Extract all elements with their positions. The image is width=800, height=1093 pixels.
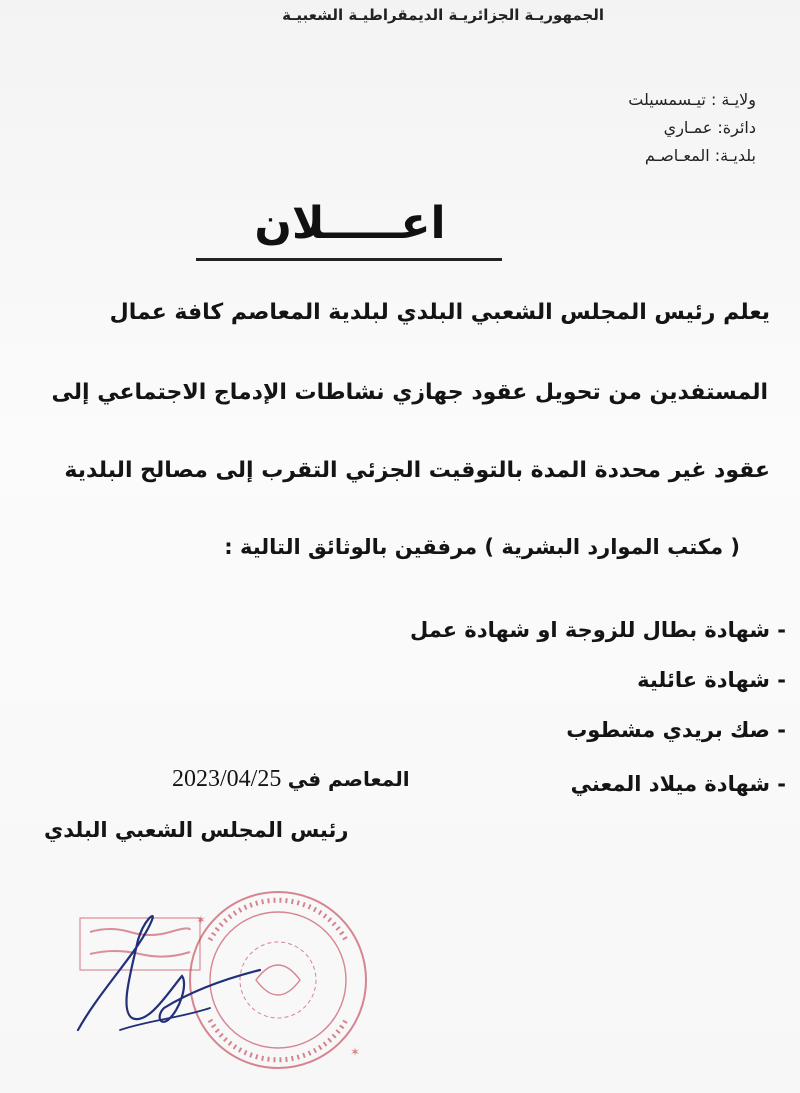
official-stamp-and-signature bbox=[60, 880, 400, 1080]
signer-title: رئيس المجلس الشعبي البلدي bbox=[44, 818, 349, 842]
place-and-date bbox=[170, 766, 410, 793]
name-stamp-border bbox=[80, 918, 200, 970]
republic-header: الجمهوريـة الجزائريـة الديمقراطيـة الشعبيـة bbox=[282, 6, 604, 24]
required-document-item: - شهادة عائلية bbox=[637, 668, 786, 692]
name-stamp-scribble bbox=[90, 951, 190, 957]
seal-outer-ring bbox=[190, 892, 366, 1068]
body-line: عقود غير محددة المدة بالتوقيت الجزئي التقرب إلى مصالح البلدية bbox=[64, 458, 770, 483]
seal-emblem-ring bbox=[240, 942, 316, 1018]
seal-star-icon: ✶ bbox=[350, 1045, 361, 1059]
required-document-item: - صك بريدي مشطوب bbox=[566, 718, 786, 742]
issue-date: 2023/04/25 bbox=[172, 766, 282, 792]
baladia-line: بلديـة: المعـاصـم bbox=[644, 146, 756, 165]
title-underline bbox=[196, 258, 502, 261]
name-stamp bbox=[80, 918, 200, 970]
body-line: ( مكتب الموارد البشرية ) مرفقين بالوثائق التالية : bbox=[224, 535, 740, 559]
body-line: يعلم رئيس المجلس الشعبي البلدي لبلدية المعاصم كافة عمال bbox=[109, 300, 770, 325]
seal-star-icon: ✶ bbox=[196, 913, 207, 927]
seal-inner-ring bbox=[210, 912, 346, 1048]
body-line: المستفدين من تحويل عقود جهازي نشاطات الإدماج الاجتماعي إلى bbox=[51, 380, 768, 405]
required-document-item: - شهادة ميلاد المعني bbox=[570, 772, 786, 796]
daira-line: دائرة: عمـاري bbox=[663, 118, 756, 137]
wilaya-line: ولايـة : تيـسمسيلت bbox=[628, 90, 756, 109]
round-seal bbox=[190, 892, 366, 1068]
announcement-title: اعـــــلان bbox=[254, 198, 446, 249]
issue-place: المعاصم في bbox=[287, 767, 410, 791]
required-document-item: - شهادة بطال للزوجة او شهادة عمل bbox=[409, 618, 786, 642]
administrative-header bbox=[536, 86, 756, 170]
seal-emblem bbox=[256, 965, 300, 995]
